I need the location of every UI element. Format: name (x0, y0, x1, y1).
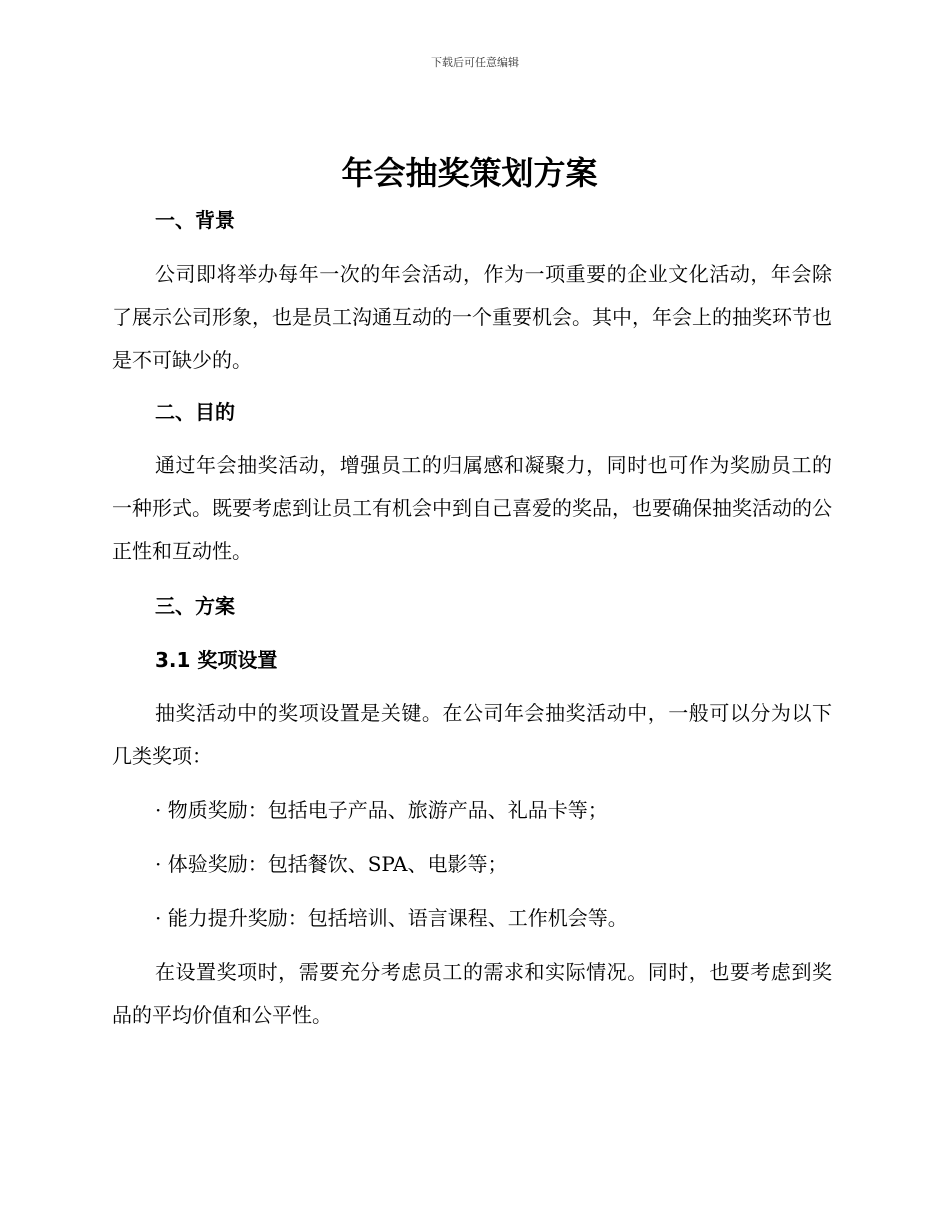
header-note: 下载后可任意编辑 (431, 56, 519, 69)
paragraph-background: 公司即将举办每年一次的年会活动，作为一项重要的企业文化活动，年会除了展示公司形象，也是员工沟通互动的一个重要机会。其中，年会上的抽奖环节也是不可缺少的。 (112, 262, 832, 372)
paragraph-prize-closing: 在设置奖项时，需要充分考虑员工的需求和实际情况。同时，也要考虑到奖品的平均价值和公平性。 (112, 960, 832, 1027)
document-body (112, 146, 832, 1037)
heading-goal: 二、目的 (155, 400, 235, 424)
list-item: · 能力提升奖励：包括培训、语言课程、工作机会等。 (155, 906, 628, 930)
heading-prize-setup: 3.1 奖项设置 (155, 648, 278, 672)
paragraph-goal: 通过年会抽奖活动，增强员工的归属感和凝聚力，同时也可作为奖励员工的一种形式。既要考虑到让员工有机会中到自己喜爱的奖品，也要确保抽奖活动的公正性和互动性。 (112, 453, 832, 563)
list-item: · 物质奖励：包括电子产品、旅游产品、礼品卡等； (155, 798, 608, 822)
heading-plan: 三、方案 (155, 594, 235, 618)
document-title: 年会抽奖策划方案 (341, 154, 598, 192)
heading-background: 一、背景 (155, 208, 235, 232)
list-item: · 体验奖励：包括餐饮、SPA、电影等； (155, 852, 508, 876)
paragraph-prize-intro: 抽奖活动中的奖项设置是关键。在公司年会抽奖活动中，一般可以分为以下几类奖项： (112, 701, 832, 768)
